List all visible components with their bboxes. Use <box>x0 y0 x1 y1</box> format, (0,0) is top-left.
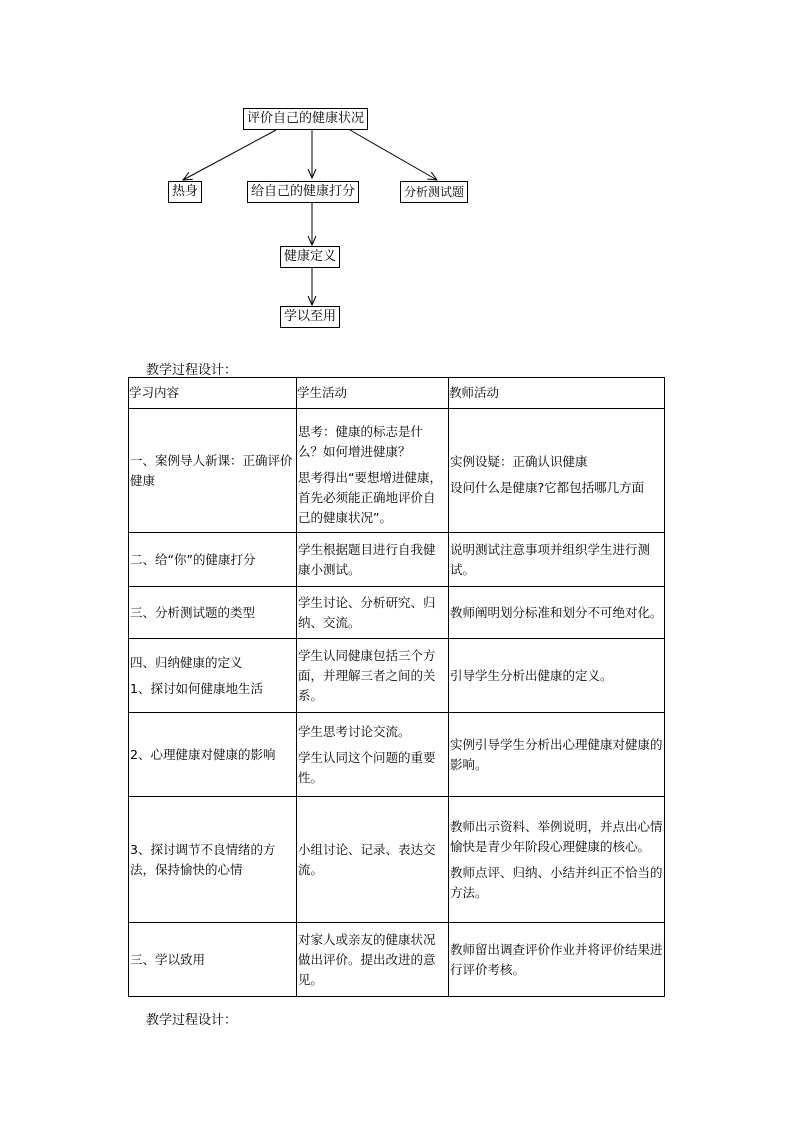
teacher-cell <box>449 797 665 923</box>
diagram-node-root: 评价自己的健康状况 <box>243 108 368 130</box>
cell-text: 教师点评、归纳、小结并纠正不恰当的方法。 <box>450 864 663 900</box>
teacher-cell <box>449 587 665 639</box>
cell-text: 教师阐明划分标准和划分不可绝对化。 <box>450 604 663 620</box>
table-row <box>129 587 665 639</box>
content-cell <box>129 713 297 797</box>
cell-text: 引导学生分析出健康的定义。 <box>450 667 613 683</box>
arrow-root-right <box>350 130 437 180</box>
cell-text: 实例设疑：正确认识健康 <box>450 453 588 469</box>
cell-text: 三、学以致用 <box>130 951 206 967</box>
cell-text: 思考得出“要想增进健康，首先必须能正确地评价自己的健康状况”。 <box>298 469 442 525</box>
footer-section-title: 教学过程设计： <box>146 1013 238 1028</box>
content-cell <box>129 409 297 533</box>
table-row <box>129 923 665 997</box>
cell-text: 思考：健康的标志是什么？如何增进健康？ <box>298 423 424 459</box>
cell-text: 小组讨论、记录、表达交流。 <box>298 841 436 877</box>
flow-diagram <box>0 0 794 340</box>
diagram-arrows <box>0 0 794 340</box>
diagram-node-warmup: 热身 <box>168 181 202 203</box>
student-cell <box>297 533 449 587</box>
section-title: 教学过程设计： <box>146 363 238 378</box>
table-row <box>129 639 665 713</box>
diagram-node-apply: 学以至用 <box>280 306 340 328</box>
cell-text: 一、案例导人新课：正确评价健康 <box>130 452 293 488</box>
teacher-cell <box>449 639 665 713</box>
diagram-node-score: 给自己的健康打分 <box>247 181 359 203</box>
cell-text: 3、探讨调节不良情绪的方法，保持愉快的心情 <box>130 841 276 877</box>
teacher-cell <box>449 409 665 533</box>
student-cell <box>297 797 449 923</box>
cell-text: 说明测试注意事项并组织学生进行测试。 <box>450 541 651 577</box>
student-cell <box>297 409 449 533</box>
cell-text: 实例引导学生分析出心理健康对健康的影响。 <box>450 736 663 772</box>
diagram-node-definition: 健康定义 <box>280 246 340 268</box>
teacher-cell <box>449 533 665 587</box>
column-header: 学习内容 <box>129 378 297 409</box>
diagram-node-analyze: 分析测试题 <box>400 181 468 203</box>
cell-text: 教师出示资料、举例说明，并点出心情愉快是青少年阶段心理健康的核心。 <box>450 818 663 854</box>
content-cell <box>129 533 297 587</box>
cell-text: 二、给“你”的健康打分 <box>130 551 256 567</box>
content-cell <box>129 587 297 639</box>
cell-text: 四、归纳健康的定义 <box>130 654 243 670</box>
cell-text: 设问什么是健康?它都包括哪几方面 <box>450 479 645 495</box>
cell-text: 学生思考讨论交流。 <box>298 723 411 739</box>
cell-text: 教师留出调查评价作业并将评价结果进行评价考核。 <box>450 941 663 977</box>
arrow-root-left <box>183 130 276 180</box>
cell-text: 学生讨论、分析研究、归纳、交流。 <box>298 594 436 630</box>
cell-text: 学生根据题目进行自我健康小测试。 <box>298 541 436 577</box>
cell-text: 对家人或亲友的健康状况做出评价。提出改进的意见。 <box>298 931 436 987</box>
student-cell <box>297 639 449 713</box>
cell-text: 三、分析测试题的类型 <box>130 604 256 620</box>
table-header-row <box>129 378 665 409</box>
teaching-process-table <box>128 377 665 997</box>
student-cell <box>297 587 449 639</box>
student-cell <box>297 923 449 997</box>
table-row <box>129 797 665 923</box>
teacher-cell <box>449 713 665 797</box>
cell-text: 学生认同这个问题的重要性。 <box>298 749 436 785</box>
table-row <box>129 409 665 533</box>
teacher-cell <box>449 923 665 997</box>
student-cell <box>297 713 449 797</box>
cell-text: 2、心理健康对健康的影响 <box>130 746 276 762</box>
table-row <box>129 713 665 797</box>
cell-text: 1、探讨如何健康地生活 <box>130 680 263 696</box>
content-cell <box>129 923 297 997</box>
content-cell <box>129 639 297 713</box>
column-header: 教师活动 <box>449 378 665 409</box>
content-cell <box>129 797 297 923</box>
table-row <box>129 533 665 587</box>
cell-text: 学生认同健康包括三个方面，并理解三者之间的关系。 <box>298 647 436 703</box>
column-header: 学生活动 <box>297 378 449 409</box>
